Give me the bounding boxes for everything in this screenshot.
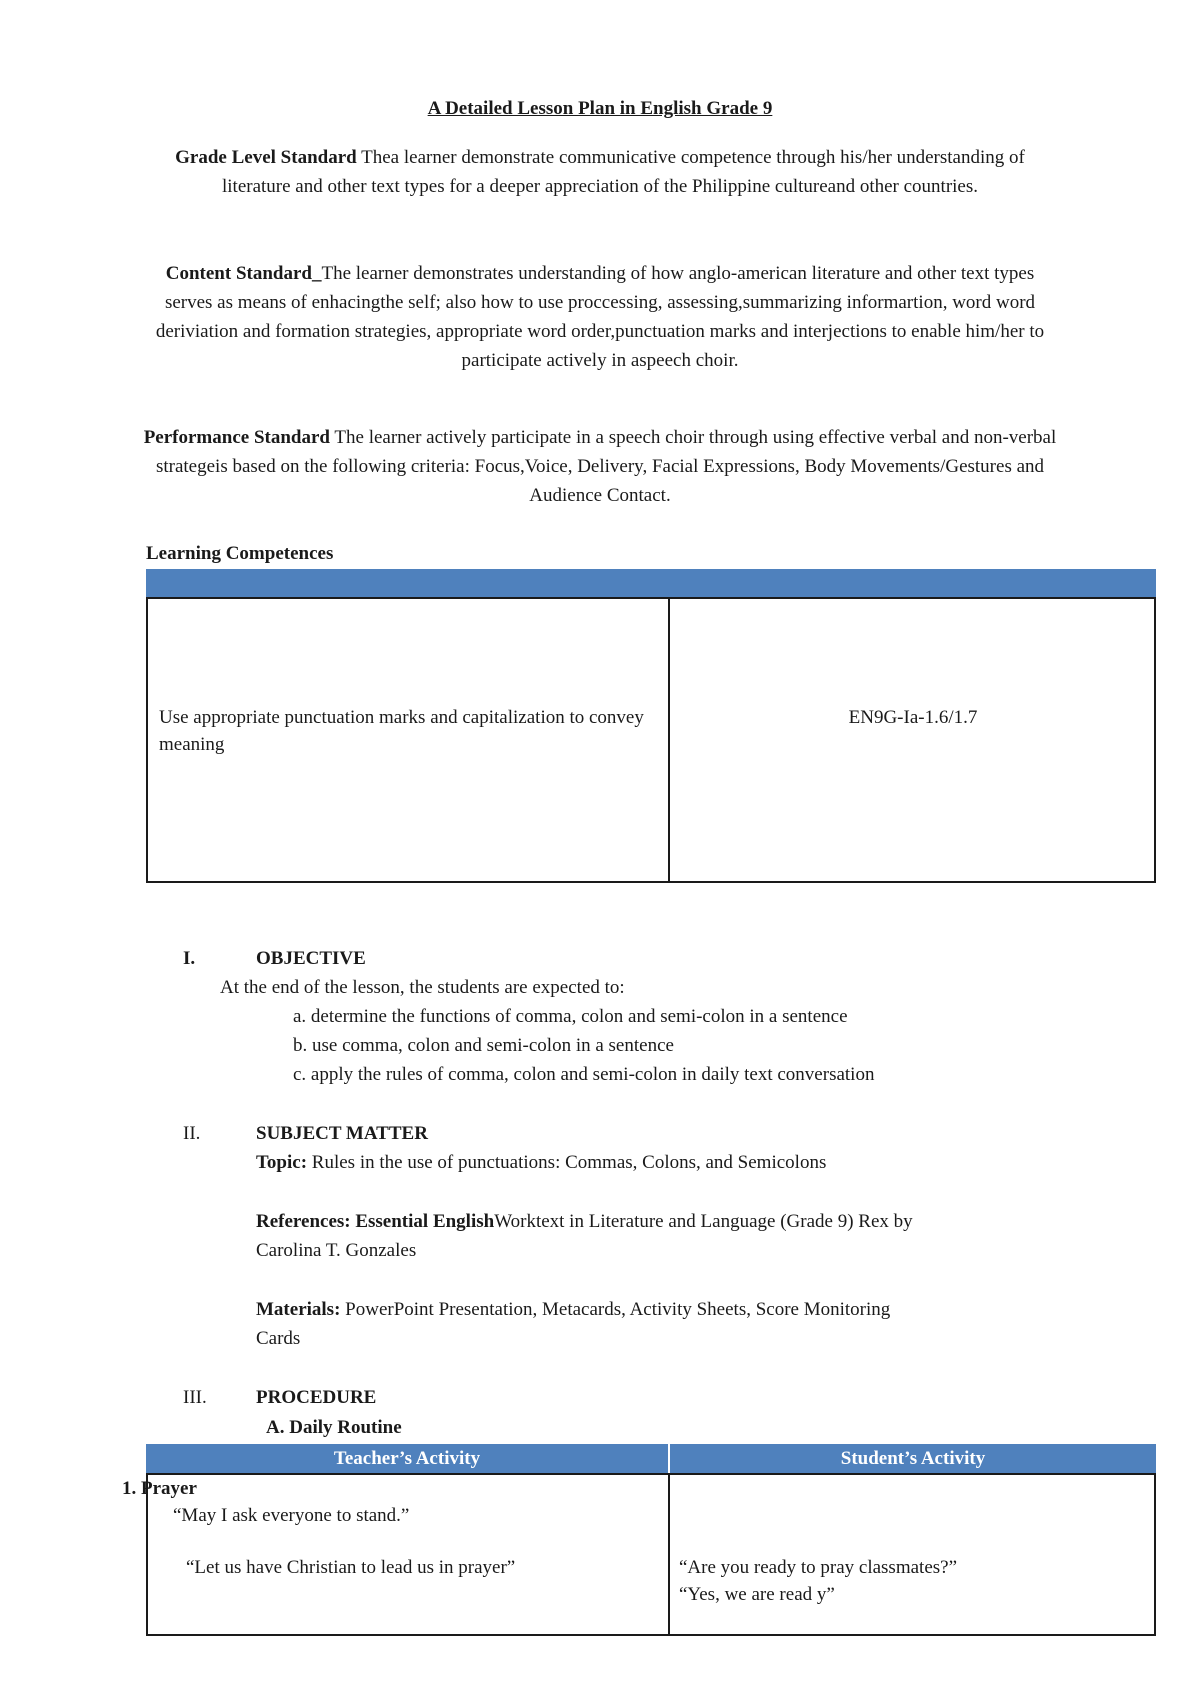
performance-standard-label: Performance Standard <box>143 427 330 448</box>
performance-standard-text: The learner actively participate in a speech choir through using effective verbal and non-verbal strategeis based on the following criteria: Focus,Voice, Delivery, Facial Expressions, Body Movements/Gestures and Audience Contact. <box>155 427 1057 506</box>
student-activity-header: Student’s Activity <box>670 1444 1156 1474</box>
materials-label: Materials: <box>256 1299 341 1320</box>
page-title: A Detailed Lesson Plan in English Grade 9 <box>427 98 773 119</box>
objective-item: b. use comma, colon and semi-colon in a sentence <box>293 1035 674 1056</box>
procedure-heading: PROCEDURE <box>256 1387 377 1408</box>
procedure-numeral: III. <box>183 1387 207 1408</box>
content-standard-text: The learner demonstrates understanding of how anglo-american literature and other text types serves as means of enhacingthe self; also how to use proccessing, assessing,summarizing informartion, word word deriviation and formation strategies, appropriate word order,punctuation marks and interjections to enable him/her to participate actively in aspeech choir. <box>155 263 1045 371</box>
objective-numeral: I. <box>183 948 196 969</box>
references <box>256 1207 913 1236</box>
learning-competences-heading: Learning Competences <box>146 543 334 564</box>
student-line: “Are you ready to pray classmates?” <box>679 1557 958 1578</box>
competences-table-divider <box>668 597 670 883</box>
teacher-line: “Let us have Christian to lead us in prayer” <box>186 1557 516 1578</box>
teacher-activity-header: Teacher’s Activity <box>146 1444 668 1474</box>
references-label: References: Essential English <box>256 1211 495 1232</box>
materials-text-continued: Cards <box>256 1328 301 1349</box>
competency-code: EN9G-Ia-1.6/1.7 <box>848 707 978 728</box>
objective-intro: At the end of the lesson, the students are expected to: <box>220 977 625 998</box>
grade-level-standard-label: Grade Level Standard <box>175 147 357 168</box>
references-text: Worktext in Literature and Language (Grade 9) Rex by <box>494 1211 913 1232</box>
topic <box>256 1148 826 1177</box>
competences-table-header <box>146 569 1156 599</box>
grade-level-standard-text: Thea learner demonstrate communicative competence through his/her understanding of literature and other text types for a deeper appreciation of the Philippine cultureand other countries. <box>221 147 1025 197</box>
subject-matter-heading: SUBJECT MATTER <box>256 1123 428 1144</box>
teacher-line: “May I ask everyone to stand.” <box>173 1505 410 1526</box>
subject-matter-numeral: II. <box>183 1123 201 1144</box>
content-standard <box>140 259 1060 375</box>
prayer-label: 1. Prayer <box>122 1478 197 1499</box>
header-gap <box>668 1444 670 1474</box>
materials-text: PowerPoint Presentation, Metacards, Activity Sheets, Score Monitoring <box>345 1299 891 1320</box>
materials <box>256 1295 890 1324</box>
objective-item: a. determine the functions of comma, colon and semi-colon in a sentence <box>293 1006 848 1027</box>
topic-text: Rules in the use of punctuations: Commas, Colons, and Semicolons <box>311 1152 827 1173</box>
objective-heading: OBJECTIVE <box>256 948 366 969</box>
daily-routine-heading: A. Daily Routine <box>266 1417 402 1438</box>
topic-label: Topic: <box>256 1152 308 1173</box>
performance-standard <box>140 423 1060 510</box>
objective-item: c. apply the rules of comma, colon and semi-colon in daily text conversation <box>293 1064 875 1085</box>
content-standard-label: Content Standard_ <box>165 263 322 284</box>
student-line: “Yes, we are read y” <box>679 1584 835 1605</box>
competency-text: Use appropriate punctuation marks and capitalization to convey meaning <box>159 707 644 755</box>
references-text-continued: Carolina T. Gonzales <box>256 1240 417 1261</box>
grade-level-standard <box>140 143 1060 201</box>
activity-table-divider <box>668 1473 670 1636</box>
